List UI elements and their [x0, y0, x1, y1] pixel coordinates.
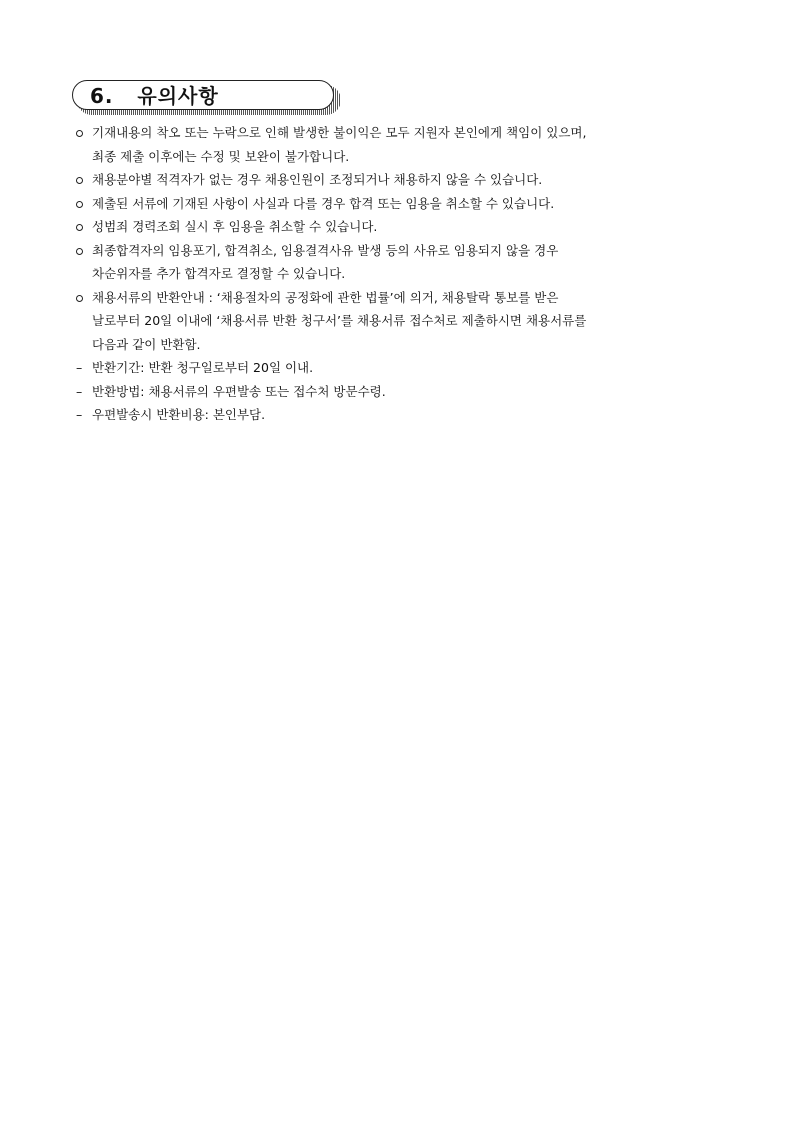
section-header [72, 80, 336, 114]
return-detail-text: 반환방법: 채용서류의 우편발송 또는 접수처 방문수령. [92, 383, 386, 399]
note-line: 성범죄 경력조회 실시 후 임용을 취소할 수 있습니다. [92, 219, 378, 234]
return-details-list [76, 356, 736, 427]
section-header-box [72, 80, 334, 110]
note-line: 최종 제출 이후에는 수정 및 보완이 불가합니다. [92, 148, 350, 164]
note-line: 차순위자를 추가 합격자로 결정할 수 있습니다. [92, 266, 346, 281]
circle-bullet-icon [76, 201, 83, 208]
note-line: 날로부터 20일 이내에 ‘채용서류 반환 청구서’를 채용서류 접수처로 제출하시면 채용서류를 [92, 313, 587, 328]
circle-bullet-icon [76, 224, 83, 231]
note-item-5 [76, 239, 736, 286]
note-item-6 [76, 286, 736, 357]
circle-bullet-icon [76, 177, 83, 184]
return-detail-text: 우편발송시 반환비용: 본인부담. [92, 407, 266, 422]
note-item-2 [76, 168, 736, 192]
note-line: 기재내용의 착오 또는 누락으로 인해 발생한 불이익은 모두 지원자 본인에게 책임이 있으며, [92, 125, 587, 140]
note-item-4 [76, 215, 736, 239]
subnotes-container [76, 356, 736, 427]
circle-bullet-icon [76, 295, 83, 302]
note-item-3 [76, 192, 736, 216]
note-line: 제출된 서류에 기재된 사항이 사실과 다를 경우 합격 또는 임용을 취소할 수 있습니다. [92, 195, 555, 211]
note-item-1 [76, 121, 736, 168]
dash-bullet: – [76, 360, 83, 375]
note-line: 최종합격자의 임용포기, 합격취소, 임용결격사유 발생 등의 사유로 임용되지 않을 경우 [92, 242, 559, 258]
circle-bullet-icon [76, 248, 83, 255]
dash-bullet: – [76, 383, 83, 399]
return-detail-item-3 [76, 403, 736, 427]
return-detail-text: 반환기간: 반환 청구일로부터 20일 이내. [92, 360, 314, 375]
section-title: 6. 유의사항 [90, 84, 219, 108]
note-line: 채용서류의 반환안내 : ‘채용절차의 공정화에 관한 법률’에 의거, 채용탈락 통보를 받은 [92, 289, 559, 305]
note-line: 채용분야별 적격자가 없는 경우 채용인원이 조정되거나 채용하지 않을 수 있습니다. [92, 172, 543, 187]
circle-bullet-icon [76, 130, 83, 137]
return-detail-item-1 [76, 356, 736, 380]
note-line: 다음과 같이 반환함. [92, 336, 201, 352]
notes-list [76, 121, 736, 427]
dash-bullet: – [76, 407, 83, 422]
return-detail-item-2 [76, 380, 736, 404]
